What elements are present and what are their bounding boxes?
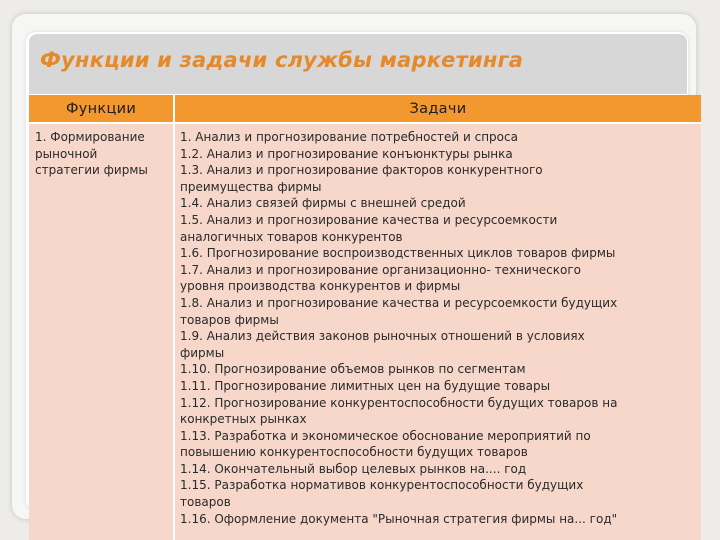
task-line: 1.8. Анализ и прогнозирование качества и ресурсоемкости будущих (180, 295, 618, 310)
task-line: 1.7. Анализ и прогнозирование организационно- технического (180, 262, 582, 277)
task-line: 1.14. Окончательный выбор целевых рынков на.... год (180, 461, 527, 476)
table-header-row (29, 95, 701, 123)
task-line: 1.10. Прогнозирование объемов рынков по сегментам (180, 362, 526, 377)
function-cell (29, 123, 174, 540)
task-line: 1.6. Прогнозирование воспроизводственных циклов товаров фирмы (180, 246, 616, 261)
table-body (29, 123, 701, 540)
task-line: уровня производства конкурентов и фирмы (180, 279, 461, 294)
task-line: 1.4. Анализ связей фирмы с внешней средой (180, 196, 466, 211)
task-line: преимущества фирмы (180, 179, 322, 194)
task-line: 1.9. Анализ действия законов рыночных отношений в условиях (180, 329, 585, 344)
task-line: товаров фирмы (180, 312, 279, 327)
task-line: 1.2. Анализ и прогнозирование конъюнктуры рынка (180, 146, 513, 161)
task-line: 1.11. Прогнозирование лимитных цен на будущие товары (180, 378, 551, 393)
slide-title: Функции и задачи службы маркетинга (40, 48, 524, 72)
task-line: 1.5. Анализ и прогнозирование качества и ресурсоемкости (180, 212, 558, 227)
header-functions: Функции (29, 95, 174, 123)
task-line: товаров (180, 495, 231, 510)
task-line: фирмы (180, 345, 225, 360)
tasks-cell (174, 123, 701, 540)
task-line: 1.16. Оформление документа "Рыночная стратегия фирмы на... год" (180, 511, 618, 526)
task-line: 1.15. Разработка нормативов конкурентоспособности будущих (180, 478, 584, 493)
task-line: 1.12. Прогнозирование конкурентоспособности будущих товаров на (180, 395, 618, 410)
task-line: 1.3. Анализ и прогнозирование факторов конкурентного (180, 163, 543, 178)
table-row (29, 123, 701, 540)
task-line: аналогичных товаров конкурентов (180, 229, 403, 244)
task-line: конкретных рынках (180, 412, 307, 427)
header-tasks: Задачи (174, 95, 701, 123)
task-line: 1.13. Разработка и экономическое обоснование мероприятий по (180, 428, 591, 443)
task-line: 1. Анализ и прогнозирование потребностей и спроса (180, 130, 518, 144)
function-line: стратегии фирмы (35, 163, 148, 178)
task-line: повышению конкурентоспособности будущих товаров (180, 445, 528, 460)
functions-tasks-table (29, 95, 701, 540)
function-line: 1. Формирование (35, 130, 145, 144)
function-line: рыночной (35, 146, 98, 161)
